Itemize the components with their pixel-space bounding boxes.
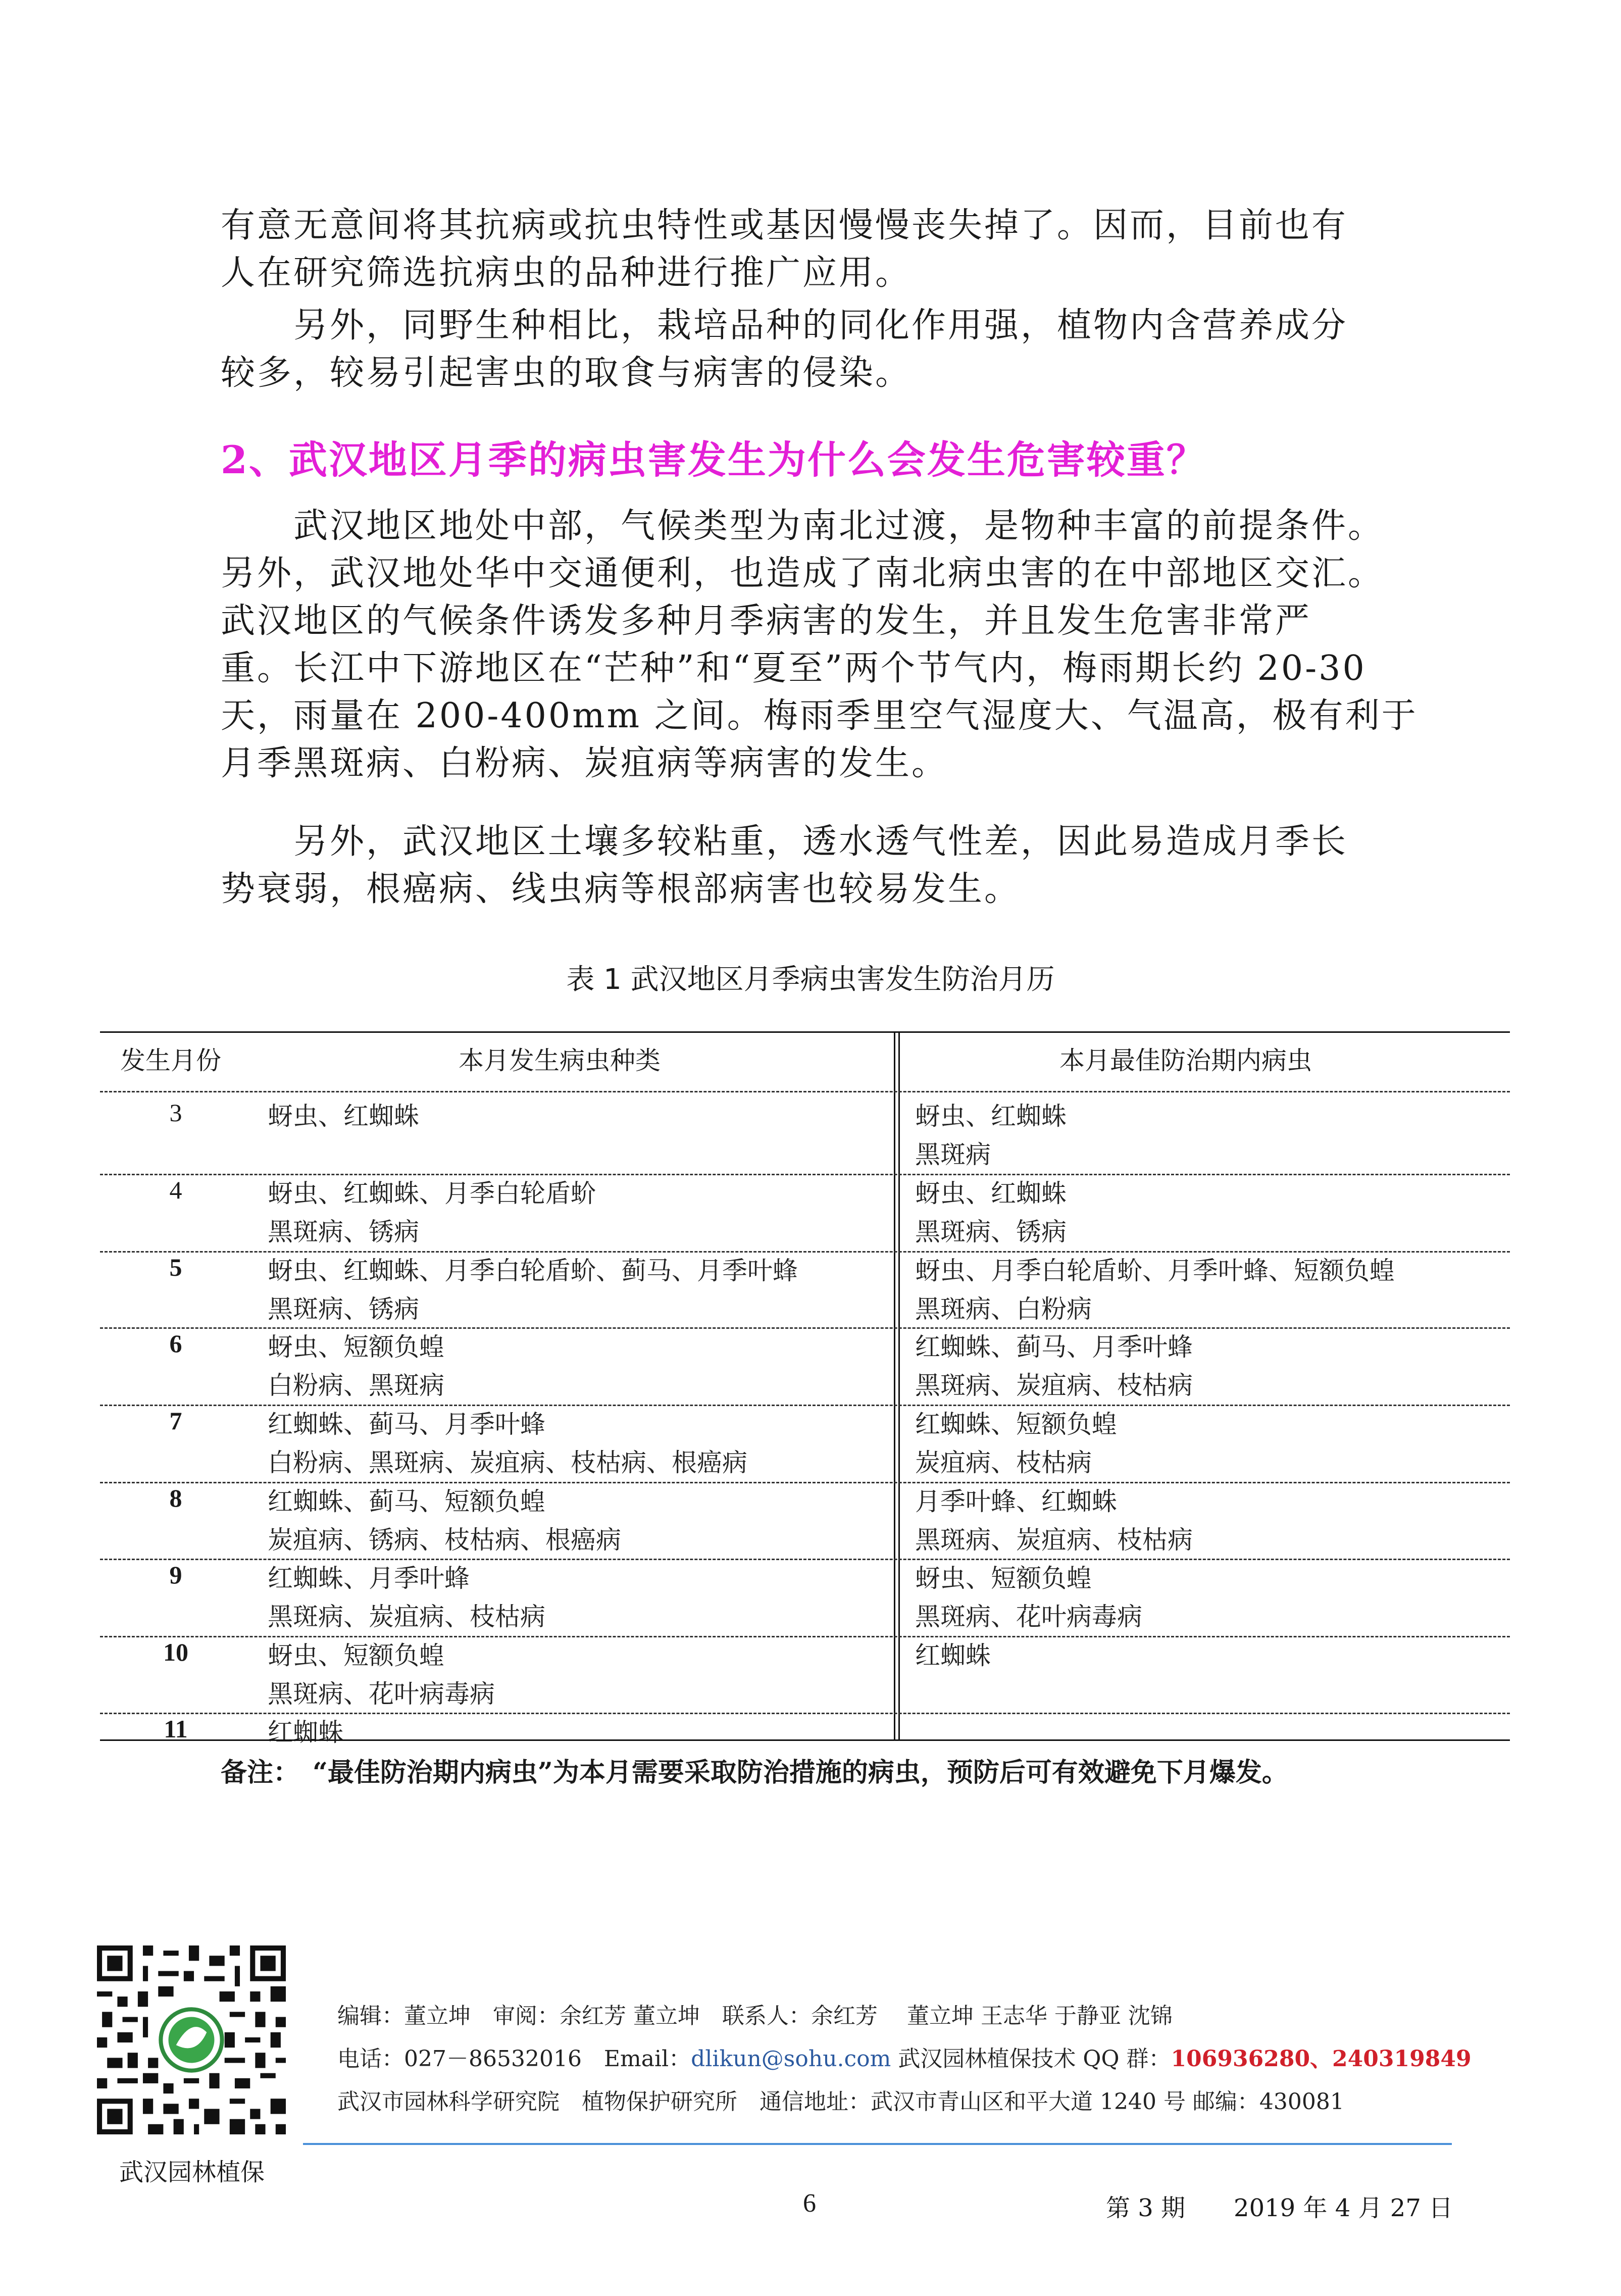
pest-line: 黑斑病、锈病 xyxy=(268,1294,419,1324)
text-line: 另外，武汉地处华中交通便利，也造成了南北病虫害的在中部地区交汇。 xyxy=(221,554,1385,593)
paragraph-cultivar xyxy=(221,302,1417,397)
month-cell: 3 xyxy=(169,1099,182,1127)
text-line: 月季黑斑病、白粉病、炭疽病等病害的发生。 xyxy=(221,743,948,783)
pest-line: 蚜虫、短额负蝗 xyxy=(268,1332,444,1362)
row-rule xyxy=(100,1405,1510,1406)
control-pests-cell xyxy=(915,1559,1142,1636)
month-cell: 6 xyxy=(169,1329,182,1358)
row-rule xyxy=(100,1636,1510,1637)
text-line: 武汉地区的气候条件诱发多种月季病害的发生，并且发生危害非常严 xyxy=(221,601,1312,641)
pest-line: 蚜虫、红蜘蛛 xyxy=(268,1102,419,1131)
row-rule xyxy=(100,1251,1510,1253)
pest-line: 蚜虫、红蜘蛛、月季白轮盾蚧、蓟马、月季叶蜂 xyxy=(268,1256,798,1285)
pest-line: 蚜虫、红蜘蛛 xyxy=(915,1179,1067,1208)
month-cell: 5 xyxy=(169,1253,182,1281)
control-pests-cell xyxy=(915,1636,991,1675)
pest-line: 红蜘蛛 xyxy=(915,1641,991,1670)
text-line: 有意无意间将其抗病或抗虫特性或基因慢慢丧失掉了。因而，目前也有 xyxy=(221,206,1348,245)
row-rule xyxy=(100,1327,1510,1329)
pest-line: 红蜘蛛 xyxy=(268,1718,343,1747)
text-line: 重。长江中下游地区在“芒种”和“夏至”两个节气内，梅雨期长约 20-30 xyxy=(221,648,1366,688)
control-pests-cell xyxy=(915,1405,1117,1482)
pest-line: 白粉病、黑斑病 xyxy=(268,1371,444,1400)
control-pests-cell xyxy=(915,1328,1193,1405)
pest-line: 红蜘蛛、蓟马、月季叶蜂 xyxy=(268,1410,545,1439)
occurring-pests-cell xyxy=(268,1405,747,1482)
qr-code-icon xyxy=(97,1945,286,2134)
month-cell: 11 xyxy=(164,1715,188,1743)
text-line: 武汉地区地处中部，气候类型为南北过渡，是物种丰富的前提条件。 xyxy=(221,506,1385,546)
row-rule xyxy=(100,1559,1510,1560)
occurring-pests-cell xyxy=(268,1713,343,1752)
qq-label: 武汉园林植保技术 QQ 群： xyxy=(891,2046,1171,2072)
footer-divider xyxy=(303,2143,1452,2145)
table-note: 备注： “最佳防治期内病虫”为本月需要采取防治措施的病虫，预防后可有效避免下月爆发。 xyxy=(221,1757,1288,1788)
pest-line: 黑斑病、花叶病毒病 xyxy=(268,1679,495,1709)
pest-line: 黑斑病、炭疽病、枝枯病 xyxy=(915,1525,1193,1555)
editor-line: 编辑：董立坤 审阅：余红芳 董立坤 联系人：余红芳 董立坤 王志华 于静亚 沈锦 xyxy=(337,2003,1173,2029)
pest-line: 蚜虫、短额负蝗 xyxy=(915,1564,1092,1593)
paragraph-soil xyxy=(221,818,1417,913)
pest-line: 炭疽病、枝枯病 xyxy=(915,1448,1092,1477)
text-line: 人在研究筛选抗病虫的品种进行推广应用。 xyxy=(221,253,912,293)
text-line: 另外，武汉地区土壤多较粘重，透水透气性差，因此易造成月季长 xyxy=(221,822,1348,862)
occurring-pests-cell xyxy=(268,1328,444,1405)
month-cell: 4 xyxy=(169,1176,182,1204)
issue-date: 第 3 期 2019 年 4 月 27 日 xyxy=(1106,2194,1453,2222)
pest-line: 蚜虫、短额负蝗 xyxy=(268,1641,444,1670)
control-pests-cell xyxy=(915,1097,1067,1174)
pest-line: 蚜虫、红蜘蛛 xyxy=(915,1102,1067,1131)
row-rule xyxy=(100,1713,1510,1714)
table-title: 表 1 武汉地区月季病虫害发生防治月历 xyxy=(566,963,1055,996)
text-line: 较多，较易引起害虫的取食与病害的侵染。 xyxy=(221,353,912,393)
pest-calendar-table xyxy=(100,1031,1510,1747)
pest-line: 红蜘蛛、月季叶蜂 xyxy=(268,1564,470,1593)
email-link[interactable]: dlikun@sohu.com xyxy=(691,2046,891,2072)
column-divider xyxy=(894,1031,895,1741)
paragraph-climate xyxy=(221,503,1417,787)
occurring-pests-cell xyxy=(268,1482,621,1559)
text-line: 天，雨量在 200-400mm 之间。梅雨季里空气湿度大、气温高，极有利于 xyxy=(221,696,1418,736)
pest-line: 月季叶蜂、红蜘蛛 xyxy=(915,1487,1117,1516)
month-cell: 8 xyxy=(169,1484,182,1512)
occurring-pests-cell xyxy=(268,1636,495,1713)
pest-line: 炭疽病、锈病、枝枯病、根癌病 xyxy=(268,1525,621,1555)
header-rule xyxy=(100,1091,1510,1092)
header-month: 发生月份 xyxy=(120,1046,221,1075)
control-pests-cell xyxy=(915,1252,1395,1328)
pest-line: 红蜘蛛、蓟马、短额负蝗 xyxy=(268,1487,545,1516)
pest-line: 黑斑病、锈病 xyxy=(268,1217,419,1246)
pest-line: 红蜘蛛、蓟马、月季叶蜂 xyxy=(915,1332,1193,1362)
row-rule xyxy=(100,1174,1510,1175)
month-cell: 9 xyxy=(169,1561,182,1589)
header-control-pests: 本月最佳防治期内病虫 xyxy=(1059,1046,1312,1075)
month-cell: 10 xyxy=(163,1638,188,1666)
row-rule xyxy=(100,1482,1510,1483)
table-top-rule xyxy=(100,1031,1510,1033)
contact-line xyxy=(337,2040,1472,2073)
intro-paragraph xyxy=(221,202,1417,297)
phone-label: 电话：027－86532016 Email： xyxy=(337,2046,691,2072)
page-number: 6 xyxy=(803,2189,816,2218)
pest-line: 黑斑病、炭疽病、枝枯病 xyxy=(268,1602,545,1631)
pest-line: 黑斑病、白粉病 xyxy=(915,1294,1092,1324)
text-line: 势衰弱，根癌病、线虫病等根部病害也较易发生。 xyxy=(221,869,1021,909)
text-line: 另外，同野生种相比，栽培品种的同化作用强，植物内含营养成分 xyxy=(221,306,1348,345)
pest-line: 红蜘蛛、短额负蝗 xyxy=(915,1410,1117,1439)
pest-line: 蚜虫、月季白轮盾蚧、月季叶蜂、短额负蝗 xyxy=(915,1256,1395,1285)
occurring-pests-cell xyxy=(268,1097,419,1135)
occurring-pests-cell xyxy=(268,1174,596,1251)
pest-line: 黑斑病、锈病 xyxy=(915,1217,1067,1246)
pest-line: 黑斑病、花叶病毒病 xyxy=(915,1602,1142,1631)
month-cell: 7 xyxy=(169,1407,182,1435)
table-bottom-rule xyxy=(100,1739,1510,1741)
pest-line: 蚜虫、红蜘蛛、月季白轮盾蚧 xyxy=(268,1179,596,1208)
pest-line: 黑斑病、炭疽病、枝枯病 xyxy=(915,1371,1193,1400)
control-pests-cell xyxy=(915,1174,1067,1251)
occurring-pests-cell xyxy=(268,1559,545,1636)
column-divider xyxy=(898,1031,900,1741)
pest-line: 白粉病、黑斑病、炭疽病、枝枯病、根癌病 xyxy=(268,1448,747,1477)
section-heading: 2、武汉地区月季的病虫害发生为什么会发生危害较重？ xyxy=(221,437,1206,482)
occurring-pests-cell xyxy=(268,1252,798,1328)
address-line: 武汉市园林科学研究院 植物保护研究所 通信地址：武汉市青山区和平大道 1240 号 邮编：430081 xyxy=(337,2089,1344,2115)
pest-line: 黑斑病 xyxy=(915,1140,991,1169)
control-pests-cell xyxy=(915,1482,1193,1559)
header-occurring-pests: 本月发生病虫种类 xyxy=(459,1046,661,1075)
qq-group-numbers: 106936280、240319849 xyxy=(1171,2046,1472,2072)
qr-caption: 武汉园林植保 xyxy=(119,2158,265,2186)
